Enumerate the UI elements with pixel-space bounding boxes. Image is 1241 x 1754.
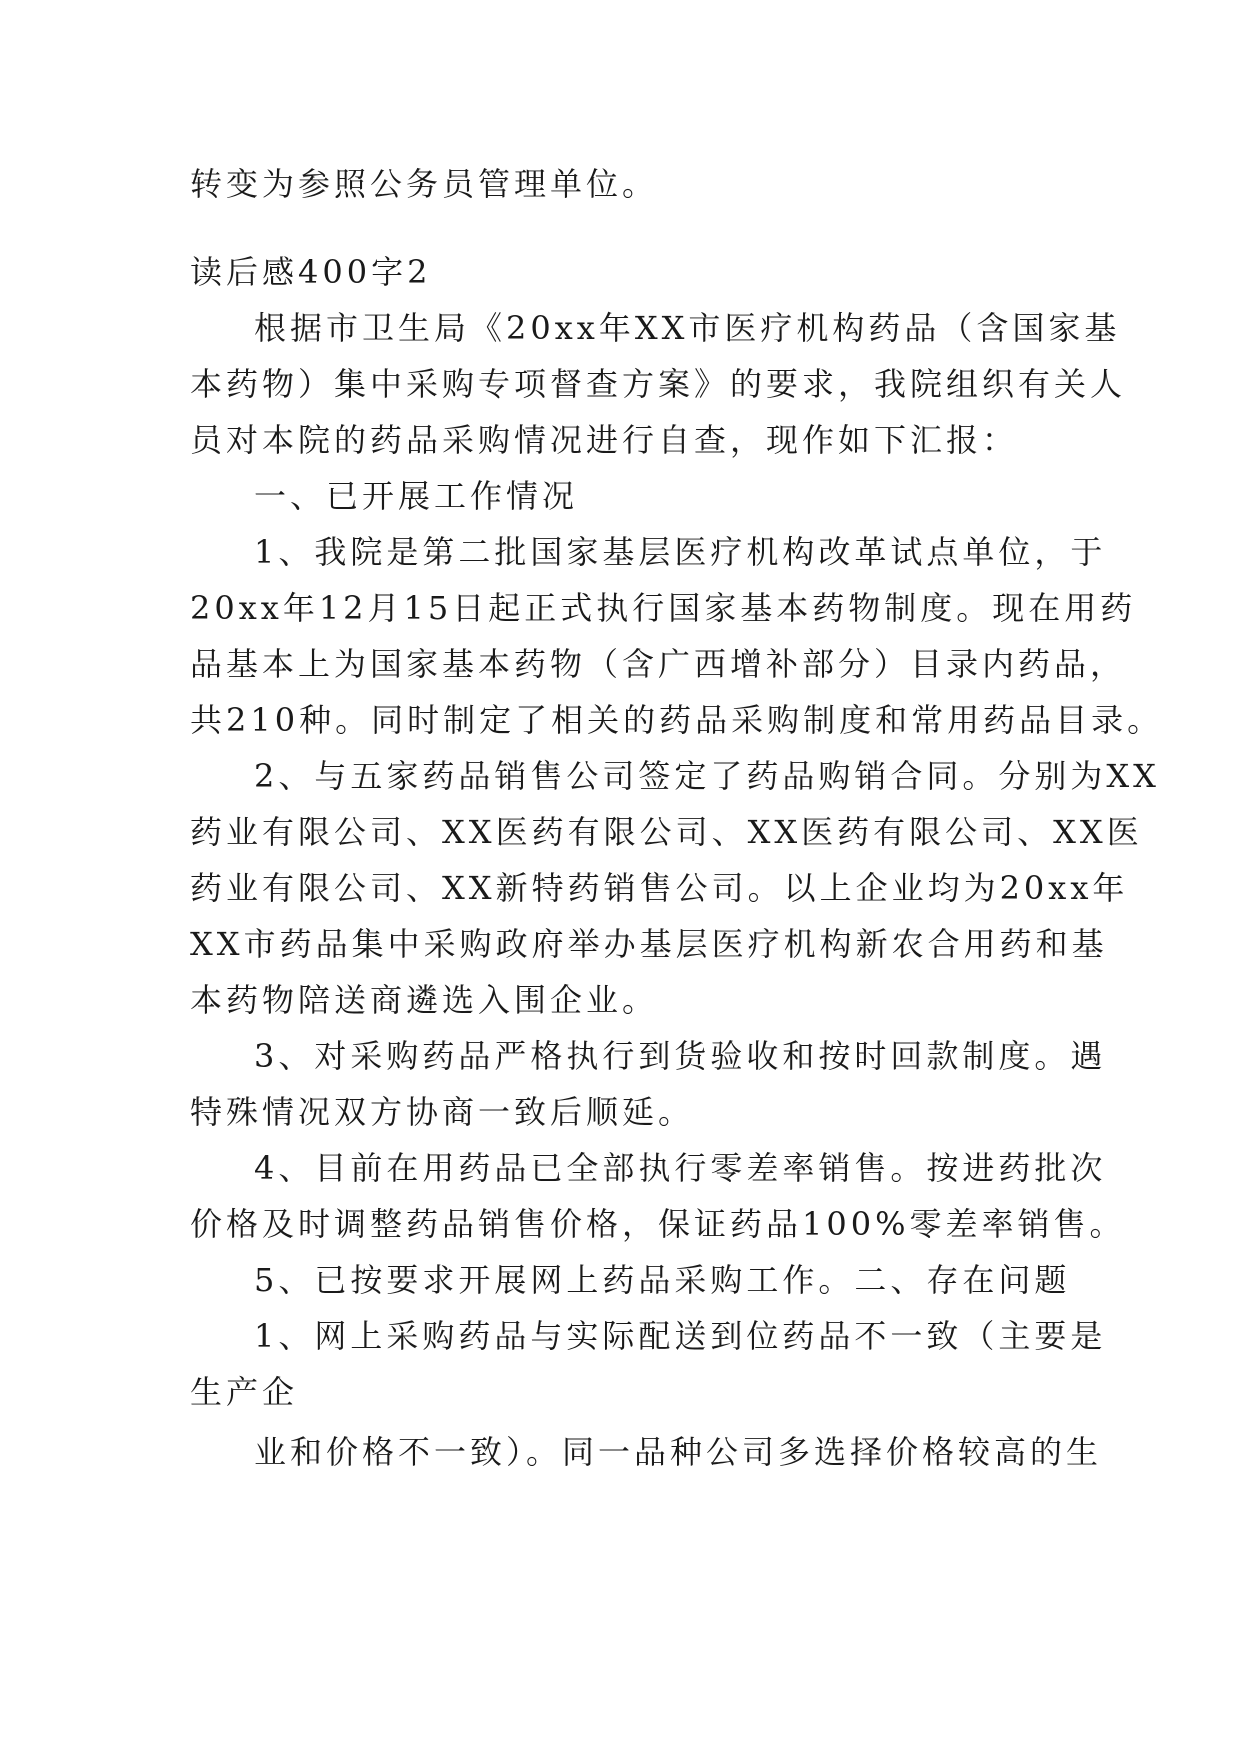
text-line: 药业有限公司、XX医药有限公司、XX医药有限公司、XX医 bbox=[190, 813, 1143, 851]
text-line: 药业有限公司、XX新特药销售公司。以上企业均为20xx年 bbox=[190, 869, 1129, 907]
text-line: 1、网上采购药品与实际配送到位药品不一致（主要是 bbox=[254, 1317, 1107, 1355]
section-heading: 读后感400字2 bbox=[190, 253, 432, 291]
text-line: 特殊情况双方协商一致后顺延。 bbox=[190, 1093, 695, 1131]
text-line: 5、已按要求开展网上药品采购工作。二、存在问题 bbox=[254, 1261, 1071, 1299]
text-line: 品基本上为国家基本药物（含广西增补部分）目录内药品， bbox=[190, 645, 1127, 683]
text-line: 价格及时调整药品销售价格，保证药品100%零差率销售。 bbox=[190, 1205, 1126, 1243]
text-line: 20xx年12月15日起正式执行国家基本药物制度。现在用药 bbox=[190, 589, 1137, 627]
text-line: 4、目前在用药品已全部执行零差率销售。按进药批次 bbox=[254, 1149, 1107, 1187]
text-line: 生产企 bbox=[190, 1373, 299, 1411]
text-line: 3、对采购药品严格执行到货验收和按时回款制度。遇 bbox=[254, 1037, 1107, 1075]
text-line: 本药物）集中采购专项督查方案》的要求，我院组织有关人 bbox=[190, 365, 1127, 403]
text-line: 2、与五家药品销售公司签定了药品购销合同。分别为XX bbox=[254, 757, 1160, 795]
text-line: 根据市卫生局《20xx年XX市医疗机构药品（含国家基 bbox=[254, 309, 1121, 347]
text-line: 本药物陪送商遴选入围企业。 bbox=[190, 981, 659, 1019]
text-line: 员对本院的药品采购情况进行自查，现作如下汇报： bbox=[190, 421, 1019, 459]
text-line: 一、已开展工作情况 bbox=[254, 477, 579, 515]
text-line: 共210种。同时制定了相关的药品采购制度和常用药品目录。 bbox=[190, 701, 1164, 739]
text-line: 转变为参照公务员管理单位。 bbox=[190, 165, 659, 203]
text-line: 业和价格不一致）。同一品种公司多选择价格较高的生 bbox=[254, 1433, 1103, 1471]
text-line: XX市药品集中采购政府举办基层医疗机构新农合用药和基 bbox=[190, 925, 1108, 963]
text-line: 1、我院是第二批国家基层医疗机构改革试点单位，于 bbox=[254, 533, 1107, 571]
